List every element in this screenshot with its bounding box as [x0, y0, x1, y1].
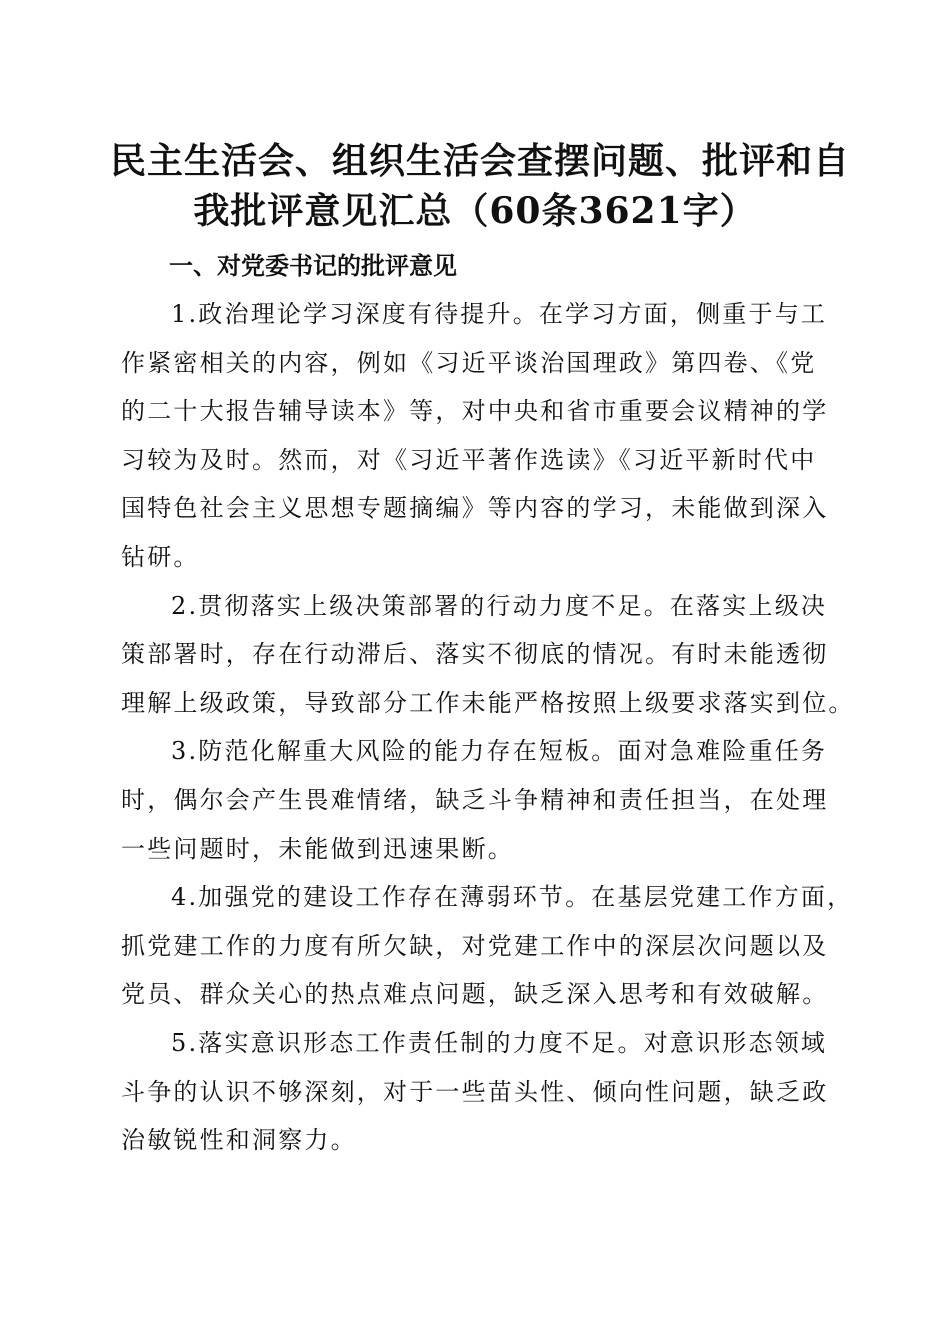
paragraph-line: 斗争的认识不够深刻，对于一些苗头性、倾向性问题，缺乏政 [121, 1077, 829, 1106]
paragraph-line: 2.贯彻落实上级决策部署的行动力度不足。在落实上级决 [171, 591, 828, 620]
paragraph-line: 作紧密相关的内容，例如《习近平谈治国理政》第四卷、《党 [121, 348, 817, 377]
document-title [110, 136, 851, 236]
paragraph-item-3 [121, 727, 833, 873]
section-heading: 一、对党委书记的批评意见 [169, 252, 457, 280]
document-body [121, 290, 855, 1165]
document-title-line-1: 民主生活会、组织生活会查摆问题、批评和自 [110, 140, 851, 182]
paragraph-line: 习较为及时。然而，对《习近平著作选读》《习近平新时代中 [121, 445, 817, 474]
paragraph-line: 3.防范化解重大风险的能力存在短板。面对急难险重任务 [171, 737, 828, 766]
paragraph-line: 钻研。 [121, 542, 200, 571]
paragraph-line: 一些问题时，未能做到迅速果断。 [121, 834, 514, 863]
paragraph-line: 理解上级政策，导致部分工作未能严格按照上级要求落实到位。 [121, 688, 855, 717]
paragraph-line: 治敏锐性和洞察力。 [121, 1126, 357, 1155]
paragraph-line: 5.落实意识形态工作责任制的力度不足。对意识形态领域 [171, 1028, 828, 1057]
document-title-line-2: 我批评意见汇总（60条3621字） [193, 190, 757, 232]
paragraph-line: 党员、群众关心的热点难点问题，缺乏深入思考和有效破解。 [121, 980, 829, 1009]
paragraph-line: 抓党建工作的力度有所欠缺，对党建工作中的深层次问题以及 [121, 931, 829, 960]
paragraph-line: 4.加强党的建设工作存在薄弱环节。在基层党建工作方面， [171, 883, 854, 912]
paragraph-item-5 [121, 1019, 833, 1165]
paragraph-item-1 [121, 290, 833, 582]
paragraph-item-4 [121, 873, 854, 1019]
paragraph-line: 策部署时，存在行动滞后、落实不彻底的情况。有时未能透彻 [121, 640, 829, 669]
paragraph-item-2 [121, 582, 855, 728]
paragraph-line: 时，偶尔会产生畏难情绪，缺乏斗争精神和责任担当，在处理 [121, 785, 829, 814]
paragraph-line: 国特色社会主义思想专题摘编》等内容的学习，未能做到深入 [121, 494, 829, 523]
paragraph-line: 1.政治理论学习深度有待提升。在学习方面，侧重于与工 [171, 300, 828, 328]
paragraph-line: 的二十大报告辅导读本》等，对中央和省市重要会议精神的学 [121, 397, 829, 426]
